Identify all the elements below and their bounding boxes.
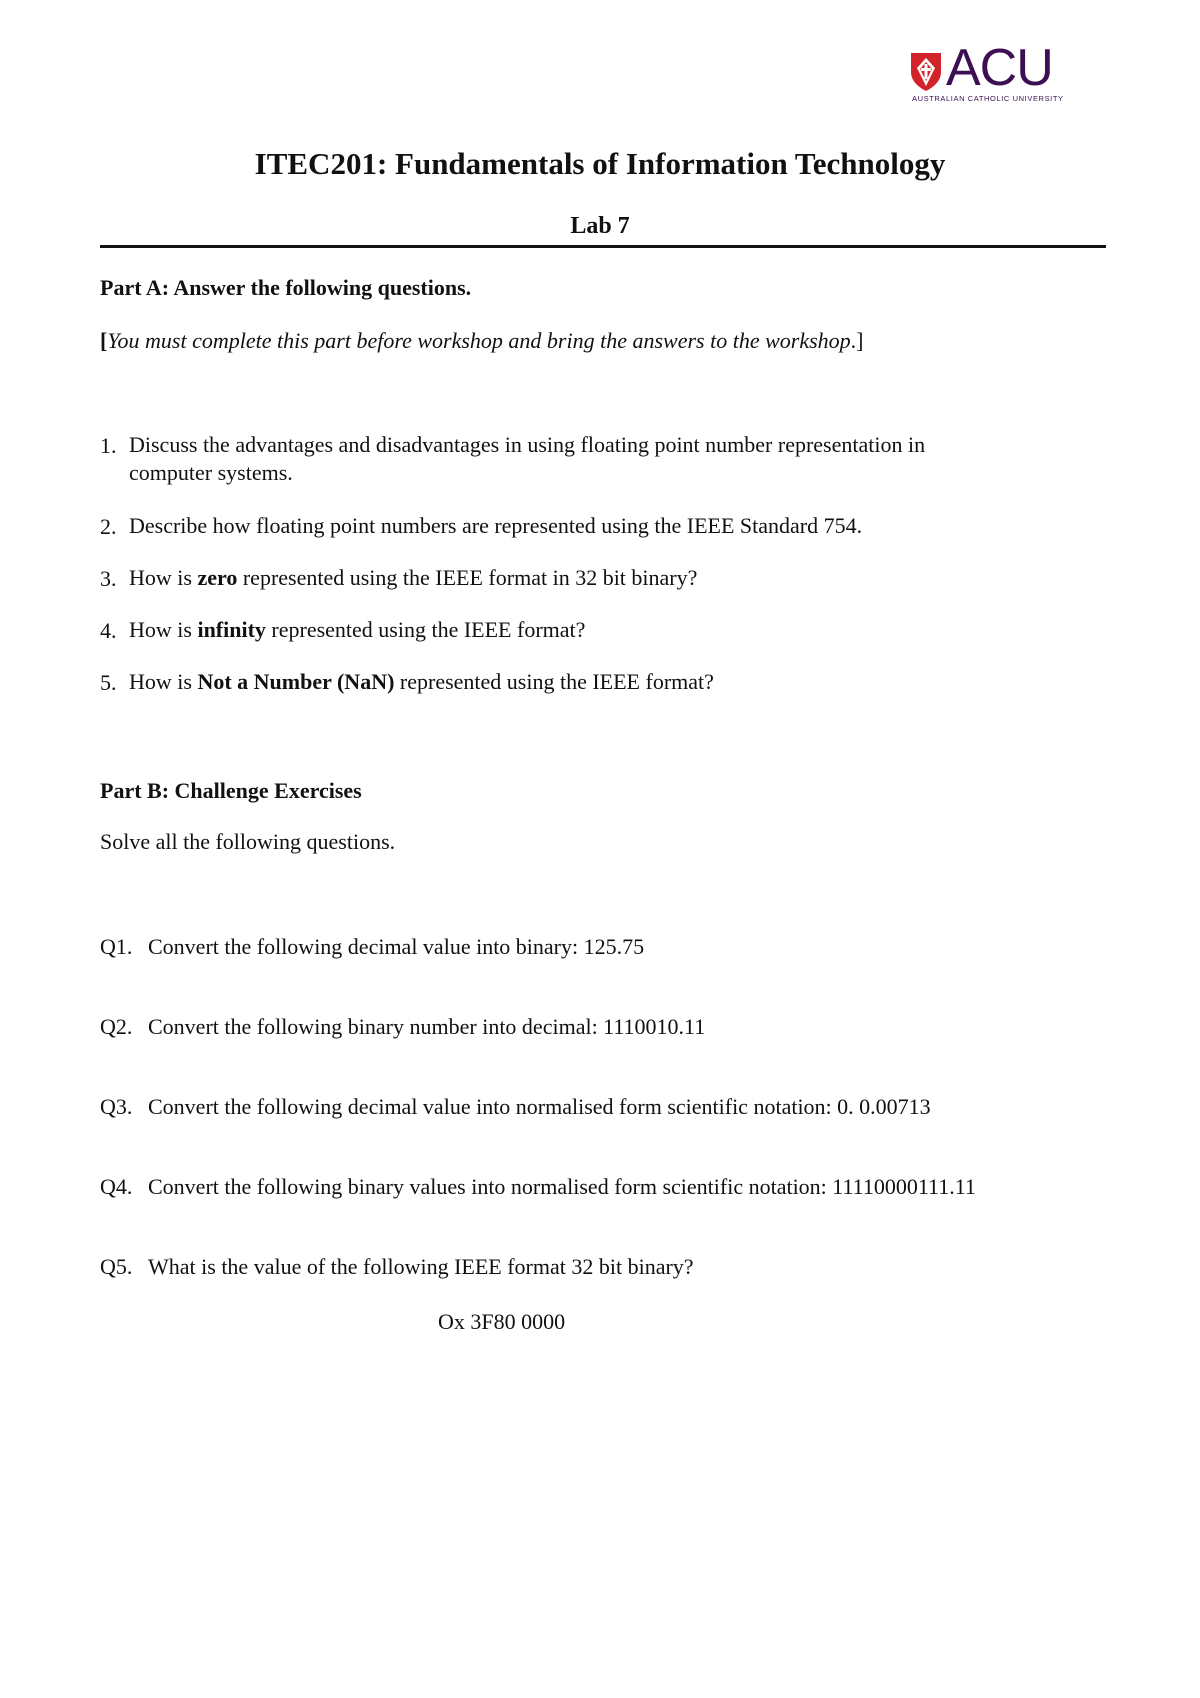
- acu-logo: [910, 39, 1065, 106]
- part-a-q3: [129, 564, 1029, 592]
- q3-bold: zero: [197, 565, 238, 590]
- part-b-q3: Convert the following decimal value into normalised form scientific notation: 0. 0.00713: [148, 1094, 931, 1119]
- part-a-q3-number: 3.: [100, 566, 117, 591]
- part-b-intro: Solve all the following questions.: [100, 829, 396, 854]
- q4-post: represented using the IEEE format?: [265, 617, 586, 642]
- logo-subtext: AUSTRALIAN CATHOLIC UNIVERSITY: [912, 94, 1064, 103]
- part-b-q3-number: Q3.: [100, 1094, 133, 1119]
- q5-pre: How is: [129, 669, 198, 694]
- part-a-q1-line2: computer systems.: [129, 460, 293, 485]
- part-a-q5: [129, 668, 1029, 696]
- part-b-q1-number: Q1.: [100, 934, 133, 959]
- part-b-q5-number: Q5.: [100, 1254, 133, 1279]
- part-a-q4-number: 4.: [100, 618, 117, 643]
- part-b-q2-number: Q2.: [100, 1014, 133, 1039]
- part-a-q1-line1: Discuss the advantages and disadvantages in using floating point number representation in: [129, 432, 926, 457]
- q5-bold: Not a Number (NaN): [197, 669, 395, 694]
- q3-pre: How is: [129, 565, 198, 590]
- note-bracket-open: [: [100, 328, 108, 353]
- q5-post: represented using the IEEE format?: [394, 669, 714, 694]
- part-a-q2: Describe how floating point numbers are represented using the IEEE Standard 754.: [129, 513, 863, 538]
- part-a-q1: [129, 431, 1029, 487]
- q3-post: represented using the IEEE format in 32 bit binary?: [237, 565, 698, 590]
- part-b-q2: Convert the following binary number into decimal: 1110010.11: [148, 1014, 706, 1039]
- note-text: You must complete this part before workshop and bring the answers to the workshop: [107, 328, 851, 353]
- part-a-q4: [129, 616, 1029, 644]
- part-a-note: [100, 328, 863, 354]
- part-b-q1: Convert the following decimal value into binary: 125.75: [148, 934, 645, 959]
- part-a-q2-number: 2.: [100, 514, 117, 539]
- part-a-heading: Part A: Answer the following questions.: [100, 275, 472, 300]
- part-b-q5: What is the value of the following IEEE format 32 bit binary?: [148, 1254, 694, 1279]
- q4-bold: infinity: [197, 617, 266, 642]
- part-a-q5-number: 5.: [100, 670, 117, 695]
- note-bracket-close: .]: [850, 328, 864, 353]
- part-b-heading: Part B: Challenge Exercises: [100, 778, 362, 803]
- lab-number: Lab 7: [570, 213, 630, 239]
- part-a-q1-number: 1.: [100, 433, 117, 458]
- part-b-q4: Convert the following binary values into normalised form scientific notation: 11110000111.11: [148, 1174, 976, 1199]
- document-title: ITEC201: Fundamentals of Information Technology: [254, 146, 946, 181]
- shield-icon: [910, 52, 942, 92]
- part-b-q4-number: Q4.: [100, 1174, 133, 1199]
- hex-value: Ox 3F80 0000: [438, 1309, 566, 1334]
- logo-wordmark: ACU: [946, 39, 1053, 97]
- header-divider: [100, 245, 1106, 248]
- q4-pre: How is: [129, 617, 198, 642]
